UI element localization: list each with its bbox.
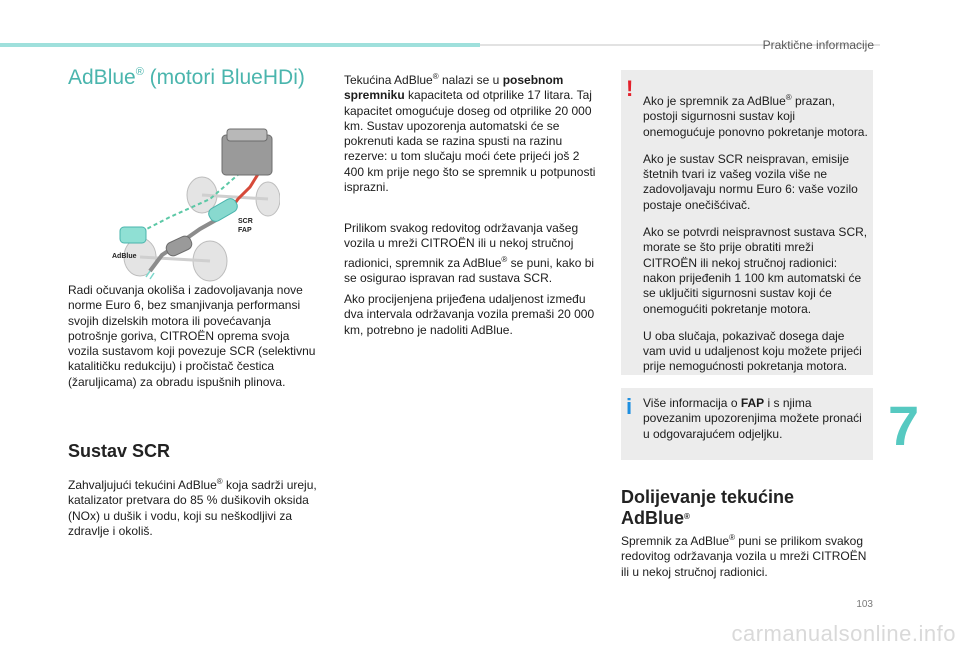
warning-icon: ! (626, 76, 634, 101)
scr-section-text: Zahvaljujući tekućini AdBlue® koja sadrži ureju, katalizator pretvara do 85 % dušikovih oksida (NOx) u dušik i vodu, koji su neškodljivi za zdravlje i okoliš. (68, 477, 317, 538)
section-title: Praktične informacije (762, 38, 874, 52)
middle-paragraph-1: Tekućina AdBlue® nalazi se u posebnom spremniku kapaciteta od otprilike 17 litara. Taj kapacitet omogućuje doseg od otprilike 20 000 km. Sustav upozorenja automatski će se pokrenuti kada se razina spusti na razinu rezerve: u tom slučaju moći ćete prijeći još 2 400 km prije nego što se spremnik u potpunosti isprazni. (344, 72, 596, 195)
fap-label: FAP (238, 227, 252, 234)
scr-label: SCR (238, 218, 253, 225)
scr-section-heading: Sustav SCR (68, 441, 171, 461)
middle-paragraph-3: Ako procijenjena prijeđena udaljenost između dva intervala održavanja vozila premaši 20 000 km, potrebno je nadoliti AdBlue. (344, 292, 595, 337)
page-title: AdBlue® (motori BlueHDi) (68, 66, 305, 89)
refill-section-heading: Dolijevanje tekućine AdBlue® (621, 487, 795, 528)
info-icon: i (626, 394, 633, 419)
warning-text: Ako je spremnik za AdBlue® prazan, postoji sigurnosni sustav koji onemogućuje ponovno pokretanje motora. Ako je sustav SCR neispravan, emisije štetnih tvari iz vašeg vozila više ne zadovoljavaju normu Euro 6: vaše vozilo postaje onečišćivač. Ako se potvrdi neispravnost sustava SCR, morate se što prije obratiti mreži CITROËN ili nekoj stručnoj radionici: nakon prijeđenih 1 100 km automatski će se uključiti sigurnosni sustav koji će onemogućiti pokretanje motora. U oba slučaja, pokazivač dosega daje vam uvid u udaljenost koju možete prijeći prije nemogućnosti pokretanja motora. (643, 93, 868, 374)
warning-box (621, 70, 873, 375)
intro-paragraph: Radi očuvanja okoliša i zadovoljavanja nove norme Euro 6, bez smanjivanja performansi svojih dizelskih motora ili povećavanja potrošnje goriva, CITROËN oprema svoja vozila sustavom koji povezuje SCR (selektivnu katalitičku redukciju) i pročistač čestica (žaruljicama) za obradu ispušnih plinova. (68, 283, 316, 389)
adblue-label: AdBlue (112, 253, 137, 260)
info-text: Više informacija o FAP i s njima povezanim upozorenjima možete pronaći u odgovarajućem odjeljku. (643, 396, 862, 441)
chapter-number: 7 (888, 394, 920, 457)
header-accent-bar (0, 43, 480, 47)
info-box (621, 388, 873, 460)
scr-system-illustration (110, 125, 280, 285)
middle-paragraph-2: Prilikom svakog redovitog održavanja vašeg vozila u mreži CITROËN ili u nekoj stručnoj radionici, spremnik za AdBlue® se puni, kako bi se osigurao ispravan rad sustava SCR. (344, 221, 595, 285)
refill-section-text: Spremnik za AdBlue® puni se prilikom svakog redovitog održavanja vozila u mreži CITROËN ili u nekoj stručnoj radionici. (621, 533, 867, 579)
page-number: 103 (856, 599, 873, 610)
watermark: carmanualsonline.info (731, 621, 956, 646)
